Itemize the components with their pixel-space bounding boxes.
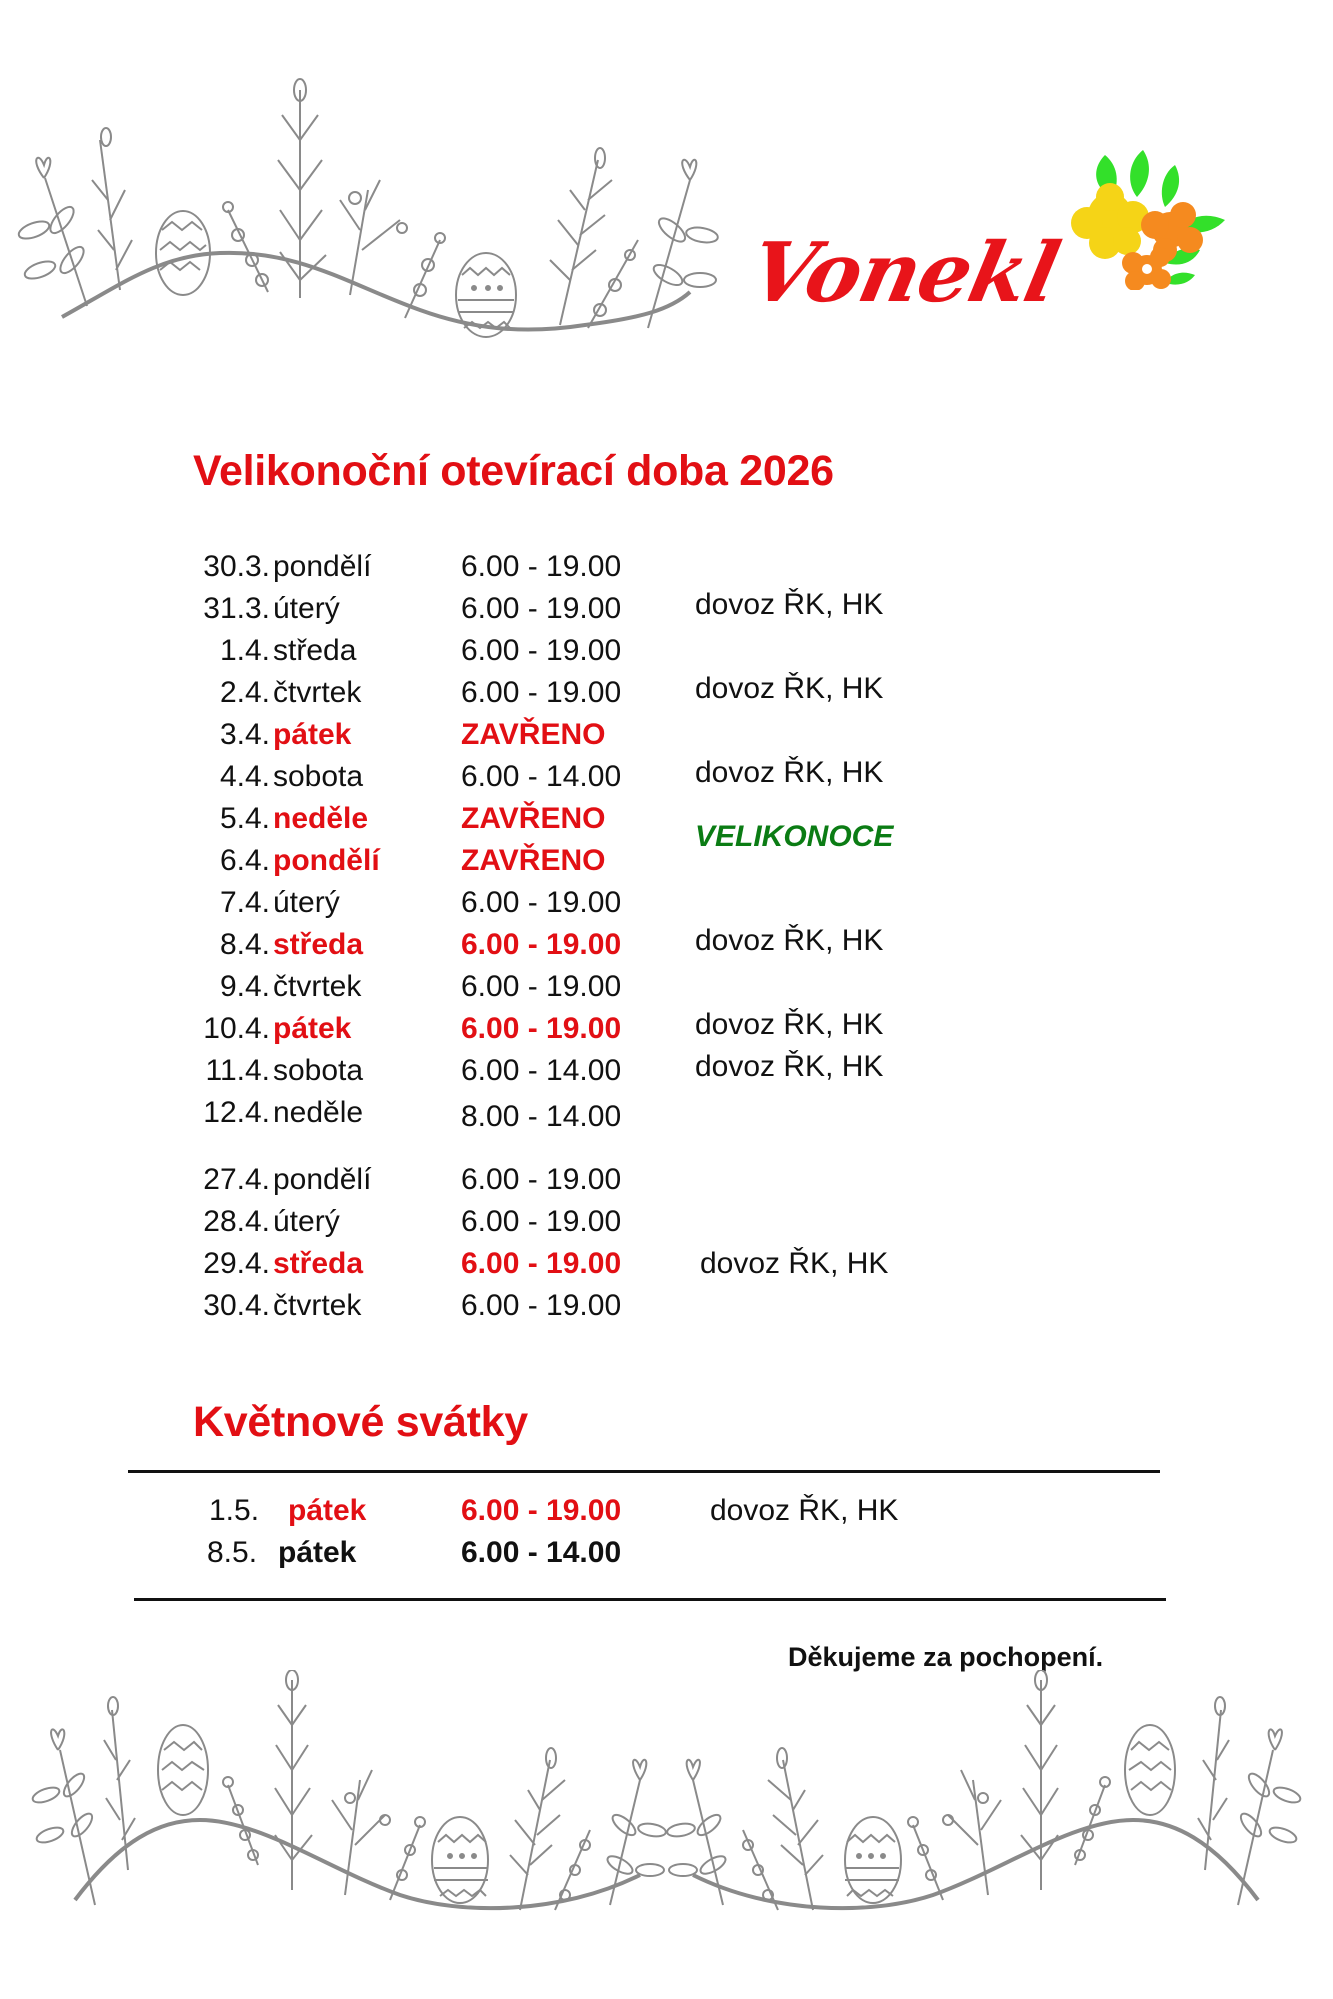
row-time: 6.00 - 19.00 [461,1012,622,1045]
schedule-row [193,756,993,804]
row-date: 8.4. [219,928,270,961]
thanks-message: Děkujeme za pochopení. [788,1642,1104,1672]
row-date: 30.3. [203,550,270,583]
schedule-row [193,802,993,853]
schedule-row [193,672,993,720]
row-day: pondělí [273,844,380,877]
row-time: 8.00 - 14.00 [461,1100,622,1133]
row-delivery-note: dovoz ŘK, HK [695,924,884,957]
top-easter-decoration-icon [0,70,720,360]
row-date: 2.4. [219,676,270,709]
row-day: sobota [273,1054,364,1087]
bottom-easter-decoration-icon [0,1670,1333,1920]
schedule-row [193,846,993,888]
row-date: 28.4. [203,1205,270,1238]
row-date: 12.4. [203,1096,270,1129]
row-time: 6.00 - 19.00 [461,634,622,667]
row-date: 10.4. [203,1012,270,1045]
row-date: 30.4. [203,1289,270,1322]
row-date: 1.4. [219,634,270,667]
schedule-row [193,588,993,636]
row-day: pátek [273,1012,352,1045]
row-day: čtvrtek [273,1289,362,1322]
row-date: 6.4. [219,844,270,877]
row-delivery-note: dovoz ŘK, HK [695,1008,884,1041]
row-day: čtvrtek [273,970,362,1003]
row-time: 6.00 - 19.00 [461,886,622,919]
row-time-closed: ZAVŘENO [461,802,606,835]
row-date: 27.4. [203,1163,270,1196]
divider-bottom [134,1598,1166,1601]
may-holidays-title: Květnové svátky [193,1398,528,1446]
row-time: 6.00 - 19.00 [461,1163,622,1196]
row-day: středa [273,634,357,667]
row-time: 6.00 - 19.00 [461,1494,622,1527]
row-day: středa [273,1247,364,1280]
schedule-row [193,1291,993,1333]
row-time: 6.00 - 14.00 [461,1536,622,1569]
schedule-row [193,1538,993,1580]
flower-bouquet-icon [1065,145,1235,290]
row-day: neděle [273,1096,364,1129]
schedule-row [193,1496,993,1538]
row-date: 11.4. [205,1054,270,1087]
schedule-row [193,1050,993,1098]
row-date: 29.4. [203,1247,270,1280]
row-delivery-note: dovoz ŘK, HK [710,1494,899,1527]
row-delivery-note: dovoz ŘK, HK [700,1247,889,1280]
schedule-row [193,1165,993,1207]
row-time: 6.00 - 19.00 [461,1247,622,1280]
row-date: 5.4. [219,802,270,835]
easter-holiday-label: VELIKONOCE [695,820,894,853]
schedule-row [193,1249,993,1291]
row-day: středa [273,928,364,961]
easter-hours-title: Velikonoční otevírací doba 2026 [193,447,834,495]
row-delivery-note: dovoz ŘK, HK [695,672,884,705]
row-time: 6.00 - 19.00 [461,970,622,1003]
row-time: 6.00 - 19.00 [461,1289,622,1322]
divider-top [128,1470,1160,1473]
schedule-row [193,1098,993,1140]
row-date: 7.4. [219,886,270,919]
row-date: 1.5. [209,1494,260,1527]
row-day: pondělí [273,1163,372,1196]
row-day: pátek [288,1494,367,1527]
row-date: 4.4. [219,760,270,793]
row-delivery-note: dovoz ŘK, HK [695,756,884,789]
row-time-closed: ZAVŘENO [461,718,606,751]
row-time: 6.00 - 14.00 [461,1054,622,1087]
row-time: 6.00 - 19.00 [461,550,622,583]
row-time: 6.00 - 19.00 [461,928,622,961]
row-day: úterý [273,886,340,919]
row-time: 6.00 - 19.00 [461,676,622,709]
row-day: pátek [278,1536,357,1569]
row-time: 6.00 - 19.00 [461,1205,622,1238]
brand-logo: Vonekl [741,225,1067,321]
row-time-closed: ZAVŘENO [461,844,606,877]
row-delivery-note: dovoz ŘK, HK [695,1050,884,1083]
row-day: úterý [273,1205,340,1238]
row-date: 9.4. [219,970,270,1003]
row-day: pátek [273,718,352,751]
row-day: úterý [273,592,340,625]
row-date: 3.4. [219,718,270,751]
row-day: neděle [273,802,369,835]
row-time: 6.00 - 14.00 [461,760,622,793]
row-date: 31.3. [203,592,270,625]
schedule-row [193,1207,993,1249]
row-date: 8.5. [207,1536,258,1569]
row-day: sobota [273,760,364,793]
row-time: 6.00 - 19.00 [461,592,622,625]
row-day: pondělí [273,550,372,583]
row-day: čtvrtek [273,676,362,709]
row-delivery-note: dovoz ŘK, HK [695,588,884,621]
schedule-row [193,924,993,972]
